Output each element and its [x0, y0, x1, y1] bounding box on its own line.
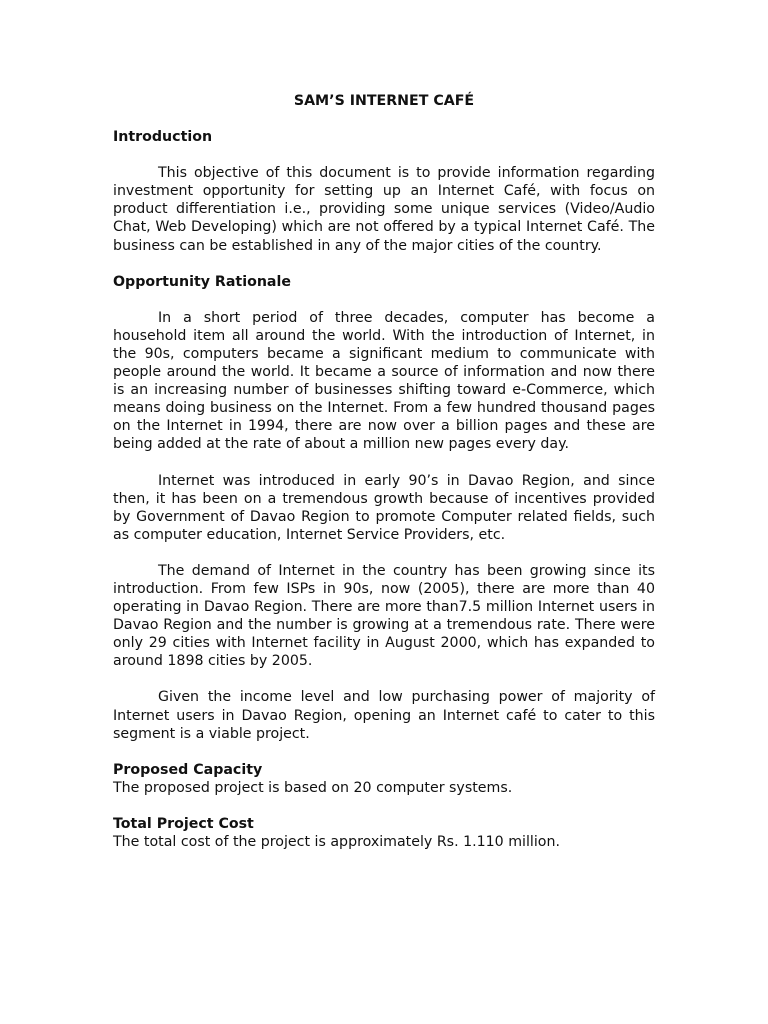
document-title: SAM’S INTERNET CAFÉ	[293, 93, 475, 109]
rationale-paragraph-2: Internet was introduced in early 90’s in Davao Region, and since then, it has been on a tremendous growth because of incentives provided by Government of Davao Region to promote Computer related fields, such as computer education, Internet Service Providers, etc.	[113, 472, 655, 543]
heading-proposed-capacity: Proposed Capacity	[113, 761, 263, 778]
heading-opportunity-rationale: Opportunity Rationale	[113, 273, 291, 290]
introduction-paragraph: This objective of this document is to provide information regarding investment opportunity for setting up an Internet Café, with focus on product differentiation i.e., providing some unique services (Video/Audio Chat, Web Developing) which are not offered by a typical Internet Café. The business can be established in any of the major cities of the country.	[113, 165, 655, 254]
total-project-cost-text: The total cost of the project is approximately Rs. 1.110 million.	[113, 834, 560, 850]
heading-introduction: Introduction	[113, 129, 213, 146]
proposed-capacity-text: The proposed project is based on 20 computer systems.	[113, 779, 513, 796]
rationale-paragraph-3: The demand of Internet in the country has been growing since its introduction. From few ISPs in 90s, now (2005), there are more than 40 operating in Davao Region. There are more than7.5 million Internet users in Davao Region and the number is growing at a tremendous rate. There were only 29 cities with Internet facility in August 2000, which has expanded to around 1898 cities by 2005.	[113, 562, 655, 670]
document-page	[113, 92, 655, 869]
heading-total-project-cost: Total Project Cost	[113, 815, 254, 832]
rationale-paragraph-4: Given the income level and low purchasing power of majority of Internet users in Davao Region, opening an Internet café to cater to this segment is a viable project.	[113, 689, 655, 742]
rationale-paragraph-1: In a short period of three decades, computer has become a household item all around the world. With the introduction of Internet, in the 90s, computers became a significant medium to communicate with people around the world. It became a source of information and now there is an increasing number of businesses shifting toward e-Commerce, which means doing business on the Internet. From a few hundred thousand pages on the Internet in 1994, there are now over a billion pages and these are being added at the rate of about a million new pages every day.	[113, 309, 655, 453]
